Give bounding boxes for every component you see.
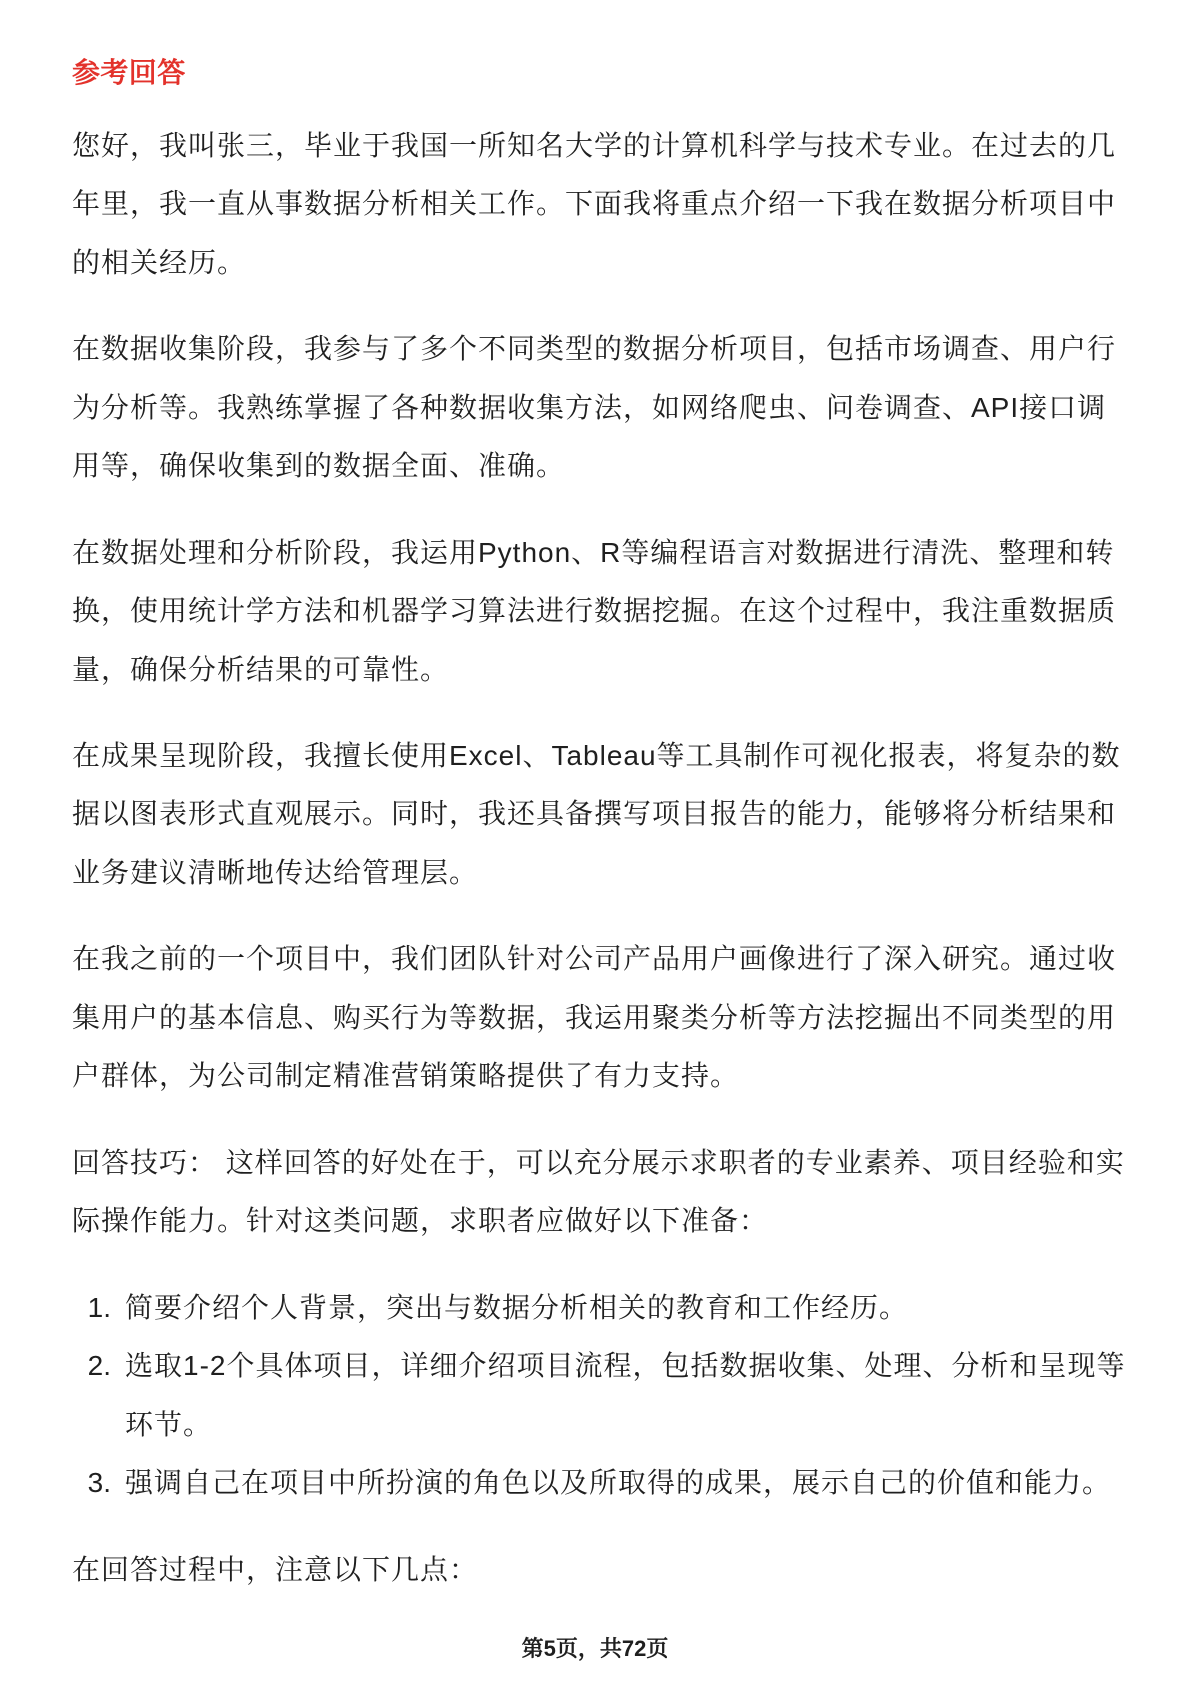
paragraph-line: 际操作能力。针对这类问题，求职者应做好以下准备： xyxy=(72,1205,769,1237)
paragraph-line: 的相关经历。 xyxy=(72,246,247,278)
paragraph-line: 换，使用统计学方法和机器学习算法进行数据挖掘。在这个过程中，我注重数据质 xyxy=(72,595,1117,627)
paragraph-line: 据以图表形式直观展示。同时，我还具备撰写项目报告的能力，能够将分析结果和 xyxy=(72,798,1117,830)
list-item-line: 选取1-2个具体项目，详细介绍项目流程，包括数据收集、处理、分析和呈现等 xyxy=(125,1350,1126,1382)
paragraph-line: 您好，我叫张三，毕业于我国一所知名大学的计算机科学与技术专业。在过去的几 xyxy=(72,130,1117,161)
paragraph-line: 在数据处理和分析阶段，我运用Python、R等编程语言对数据进行清洗、整理和转 xyxy=(72,536,1115,568)
paragraph-line: 在我之前的一个项目中，我们团队针对公司产品用户画像进行了深入研究。通过收 xyxy=(72,943,1117,975)
paragraph-line: 为分析等。我熟练掌握了各种数据收集方法，如网络爬虫、问卷调查、API接口调 xyxy=(72,391,1107,423)
paragraph-line: 业务建议清晰地传达给管理层。 xyxy=(72,856,479,888)
paragraph-project-example xyxy=(72,930,1142,1105)
list-item-number: 1. xyxy=(87,1291,111,1323)
paragraph-line: 在数据收集阶段，我参与了多个不同类型的数据分析项目，包括市场调查、用户行 xyxy=(72,333,1117,365)
paragraph-line: 用等，确保收集到的数据全面、准确。 xyxy=(72,450,566,482)
list-item xyxy=(72,1337,1142,1454)
page-heading: 参考回答 xyxy=(72,57,186,88)
paragraph-line: 户群体，为公司制定精准营销策略提供了有力支持。 xyxy=(72,1060,740,1092)
list-item xyxy=(72,1454,1142,1512)
list-item-number: 2. xyxy=(87,1350,111,1382)
paragraph-line: 年里，我一直从事数据分析相关工作。下面我将重点介绍一下我在数据分析项目中 xyxy=(72,188,1117,220)
document-body xyxy=(72,117,1142,1627)
paragraph-data-processing xyxy=(72,524,1142,699)
list-item-line: 环节。 xyxy=(125,1408,213,1440)
paragraph-line: 回答技巧： 这样回答的好处在于，可以充分展示求职者的专业素养、项目经验和实 xyxy=(72,1146,1125,1178)
preparation-list xyxy=(72,1279,1142,1513)
list-item-line: 强调自己在项目中所扮演的角色以及所取得的成果，展示自己的价值和能力。 xyxy=(125,1466,1112,1498)
paragraph-data-collection xyxy=(72,320,1142,495)
paragraph-introduction xyxy=(72,117,1142,292)
paragraph-line: 在回答过程中，注意以下几点： xyxy=(72,1553,479,1585)
paragraph-line: 在成果呈现阶段，我擅长使用Excel、Tableau等工具制作可视化报表，将复杂的数 xyxy=(72,740,1121,772)
list-item-line: 简要介绍个人背景，突出与数据分析相关的教育和工作经历。 xyxy=(125,1291,909,1323)
paragraph-line: 集用户的基本信息、购买行为等数据，我运用聚类分析等方法挖掘出不同类型的用 xyxy=(72,1001,1117,1033)
list-item xyxy=(72,1279,1142,1337)
paragraph-closing xyxy=(72,1541,1142,1599)
paragraph-presentation xyxy=(72,727,1142,902)
page-number-footer: 第5页，共72页 xyxy=(521,1636,669,1661)
paragraph-line: 量，确保分析结果的可靠性。 xyxy=(72,653,450,685)
list-item-number: 3. xyxy=(87,1466,111,1498)
paragraph-answer-tips xyxy=(72,1134,1142,1251)
